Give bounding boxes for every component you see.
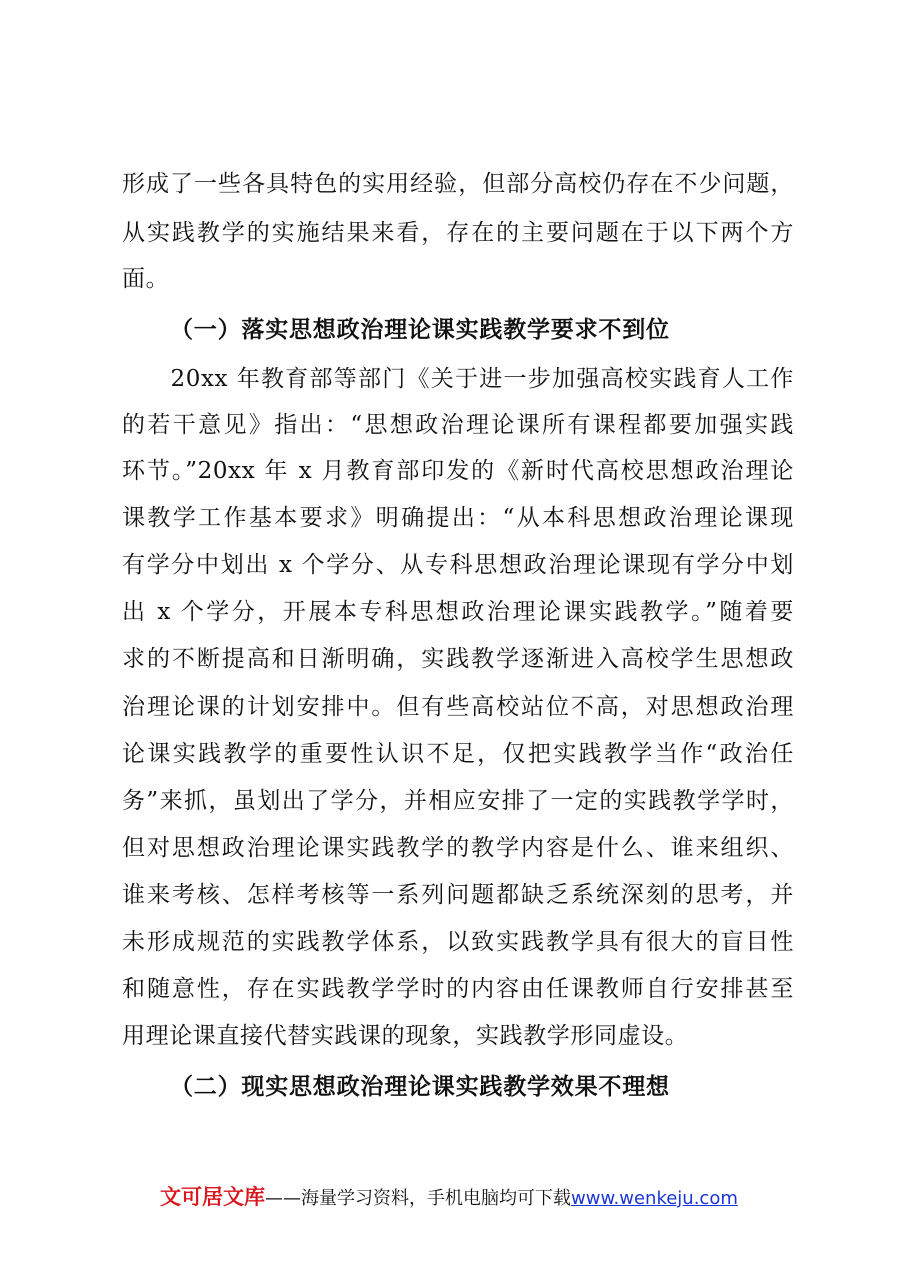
paragraph-line: 和随意性，存在实践教学学时的内容由任课教师自行安排甚至 [122,976,794,1002]
paragraph-line: 出 x 个学分，开展本专科思想政治理论课实践教学。”随着要 [122,599,794,625]
footer-link[interactable]: www.wenkeju.com [571,1188,738,1209]
paragraph-line: 务”来抓，虽划出了学分，并相应安排了一定的实践教学学时， [122,788,794,814]
paragraph-line: 课教学工作基本要求》明确提出：“从本科思想政治理论课现 [122,505,794,531]
paragraph-line: 环节。”20xx 年 x 月教育部印发的《新时代高校思想政治理论 [122,458,794,484]
footer-brand: 文可居文库 [160,1185,265,1209]
footer-banner [160,1180,738,1214]
paragraph-line: 的若干意见》指出：“思想政治理论课所有课程都要加强实践 [122,412,794,438]
paragraph-line: 20xx 年教育部等部门《关于进一步加强高校实践育人工作 [122,366,794,392]
paragraph-line: 但对思想政治理论课实践教学的教学内容是什么、谁来组织、 [122,835,794,861]
paragraph-line: 未形成规范的实践教学体系，以致实践教学具有很大的盲目性 [122,929,794,955]
paragraph-line: 求的不断提高和日渐明确，实践教学逐渐进入高校学生思想政 [122,646,794,672]
paragraph-line: 从实践教学的实施结果来看，存在的主要问题在于以下两个方 [122,220,794,246]
paragraph-line: 治理论课的计划安排中。但有些高校站位不高，对思想政治理 [122,694,794,720]
paragraph-line: 面。 [122,266,170,292]
section-heading-1: （一）落实思想政治理论课实践教学要求不到位 [170,316,670,343]
paragraph-line: 论课实践教学的重要性认识不足，仅把实践教学当作“政治任 [122,741,794,767]
paragraph-line: 形成了一些各具特色的实用经验，但部分高校仍存在不少问题， [122,171,794,197]
paragraph-line: 谁来考核、怎样考核等一系列问题都缺乏系统深刻的思考，并 [122,882,794,908]
section-heading-2: （二）现实思想政治理论课实践教学效果不理想 [170,1073,670,1100]
footer-tagline: ——海量学习资料，手机电脑均可下载 [265,1188,571,1209]
paragraph-line: 有学分中划出 x 个学分、从专科思想政治理论课现有学分中划 [122,552,794,578]
paragraph-line: 用理论课直接代替实践课的现象，实践教学形同虚设。 [122,1023,689,1049]
